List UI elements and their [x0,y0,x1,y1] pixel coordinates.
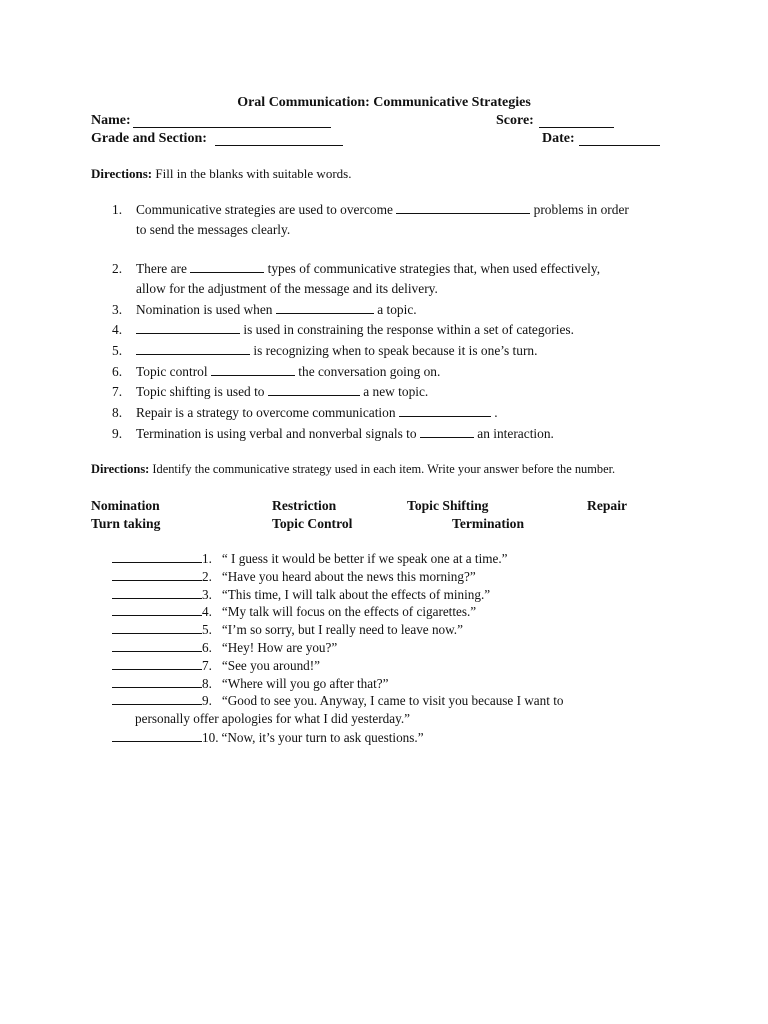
identify-item-9-cont: personally offer apologies for what I did yesterday.” [135,711,411,726]
question-2-cont: allow for the adjustment of the message and its delivery. [136,281,438,296]
question-number: 8. [112,405,123,420]
option-topic-shifting: Topic Shifting [407,498,489,513]
identify-item-1 [112,550,508,567]
question-text: Topic control [136,364,211,379]
question-text: is used in constraining the response within a set of categories. [240,322,574,337]
identify-item-2 [112,568,476,585]
question-text: types of communicative strategies that, when used effectively, [264,261,601,276]
question-5 [112,341,537,361]
item-number: 6. [202,640,212,655]
item-number: 1. [202,551,212,566]
item-text: “My talk will focus on the effects of cigarettes.” [221,604,477,619]
question-text: Termination is using verbal and nonverbal signals to [136,426,420,441]
identify-item-8 [112,675,389,692]
option-turn-taking: Turn taking [91,516,161,531]
answer-blank[interactable] [112,568,202,581]
answer-blank[interactable] [211,363,295,376]
directions-part1 [91,166,351,182]
answer-blank[interactable] [112,550,202,563]
identify-item-9 [112,692,563,709]
question-2 [112,259,600,279]
answer-blank[interactable] [190,260,264,273]
option-termination: Termination [452,516,525,531]
identify-item-10 [112,729,424,746]
question-text: Repair is a strategy to overcome communication [136,405,399,420]
question-text: problems in order [530,202,629,217]
item-text: “This time, I will talk about the effects of mining.” [221,587,491,602]
question-number: 2. [112,261,123,276]
item-text: “Hey! How are you?” [221,640,338,655]
item-text: “See you around!” [221,658,321,673]
answer-blank[interactable] [112,621,202,634]
question-text: an interaction. [473,426,554,441]
question-8 [112,403,498,423]
identify-item-6 [112,639,337,656]
item-number: 2. [202,569,212,584]
directions-label: Directions: [91,166,153,181]
answer-blank[interactable] [420,425,474,438]
item-number: 7. [202,658,212,673]
identify-item-4 [112,603,476,620]
answer-blank[interactable] [112,603,202,616]
question-text: Topic shifting is used to [136,384,268,399]
answer-blank[interactable] [112,657,202,670]
answer-blank[interactable] [268,383,360,396]
answer-blank[interactable] [276,301,374,314]
directions-text: Fill in the blanks with suitable words. [152,166,352,181]
grade-section-blank[interactable] [215,133,343,146]
identify-item-5 [112,621,463,638]
option-restriction: Restriction [272,498,337,513]
item-text: “Good to see you. Anyway, I came to visit you because I want to [221,693,564,708]
question-4 [112,320,574,340]
score-label: Score: [496,113,534,128]
question-text: Communicative strategies are used to overcome [136,202,397,217]
question-text: . [490,405,498,420]
answer-blank[interactable] [399,404,491,417]
question-number: 3. [112,302,123,317]
answer-blank[interactable] [112,692,202,705]
name-label: Name: [91,113,131,128]
question-3 [112,300,417,320]
question-number: 5. [112,343,123,358]
item-text: “I’m so sorry, but I really need to leave now.” [221,622,463,637]
date-label: Date: [542,131,575,146]
answer-blank[interactable] [396,201,530,214]
option-repair: Repair [587,498,628,513]
answer-blank[interactable] [136,321,240,334]
item-number: 4. [202,604,212,619]
question-text: There are [136,261,191,276]
item-number: 9. [202,693,212,708]
identify-item-3 [112,586,490,603]
question-text: is recognizing when to speak because it is one’s turn. [250,343,538,358]
question-number: 9. [112,426,123,441]
grade-section-label: Grade and Section: [91,131,207,146]
date-blank[interactable] [579,133,660,146]
answer-blank[interactable] [112,639,202,652]
item-text: “Where will you go after that?” [221,676,389,691]
question-1 [112,200,629,220]
name-blank[interactable] [133,115,331,128]
page-title: Oral Communication: Communicative Strategies [237,95,531,110]
answer-blank[interactable] [112,675,202,688]
identify-item-7 [112,657,320,674]
directions-label: Directions: [91,462,150,476]
score-blank[interactable] [539,115,614,128]
question-number: 4. [112,322,123,337]
question-text: the conversation going on. [294,364,441,379]
option-nomination: Nomination [91,498,160,513]
directions-text: Identify the communicative strategy used in each item. Write your answer before the number. [149,462,616,476]
item-text: “Have you heard about the news this morning?” [221,569,476,584]
item-number: 5. [202,622,212,637]
question-text: Nomination is used when [136,302,276,317]
question-number: 1. [112,202,123,217]
question-number: 6. [112,364,123,379]
option-topic-control: Topic Control [272,516,353,531]
question-number: 7. [112,384,123,399]
item-number: 8. [202,676,212,691]
question-text: a topic. [373,302,417,317]
answer-blank[interactable] [112,586,202,599]
question-text: a new topic. [359,384,429,399]
answer-blank[interactable] [136,342,250,355]
question-1-cont: to send the messages clearly. [136,222,291,237]
item-number: 3. [202,587,212,602]
answer-blank[interactable] [112,729,202,742]
question-9 [112,424,554,444]
item-text: “Now, it’s your turn to ask questions.” [221,730,424,745]
item-text: “ I guess it would be better if we speak one at a time.” [221,551,508,566]
directions-part2 [91,462,615,477]
item-number: 10. [202,730,219,745]
question-6 [112,362,440,382]
question-7 [112,382,428,402]
